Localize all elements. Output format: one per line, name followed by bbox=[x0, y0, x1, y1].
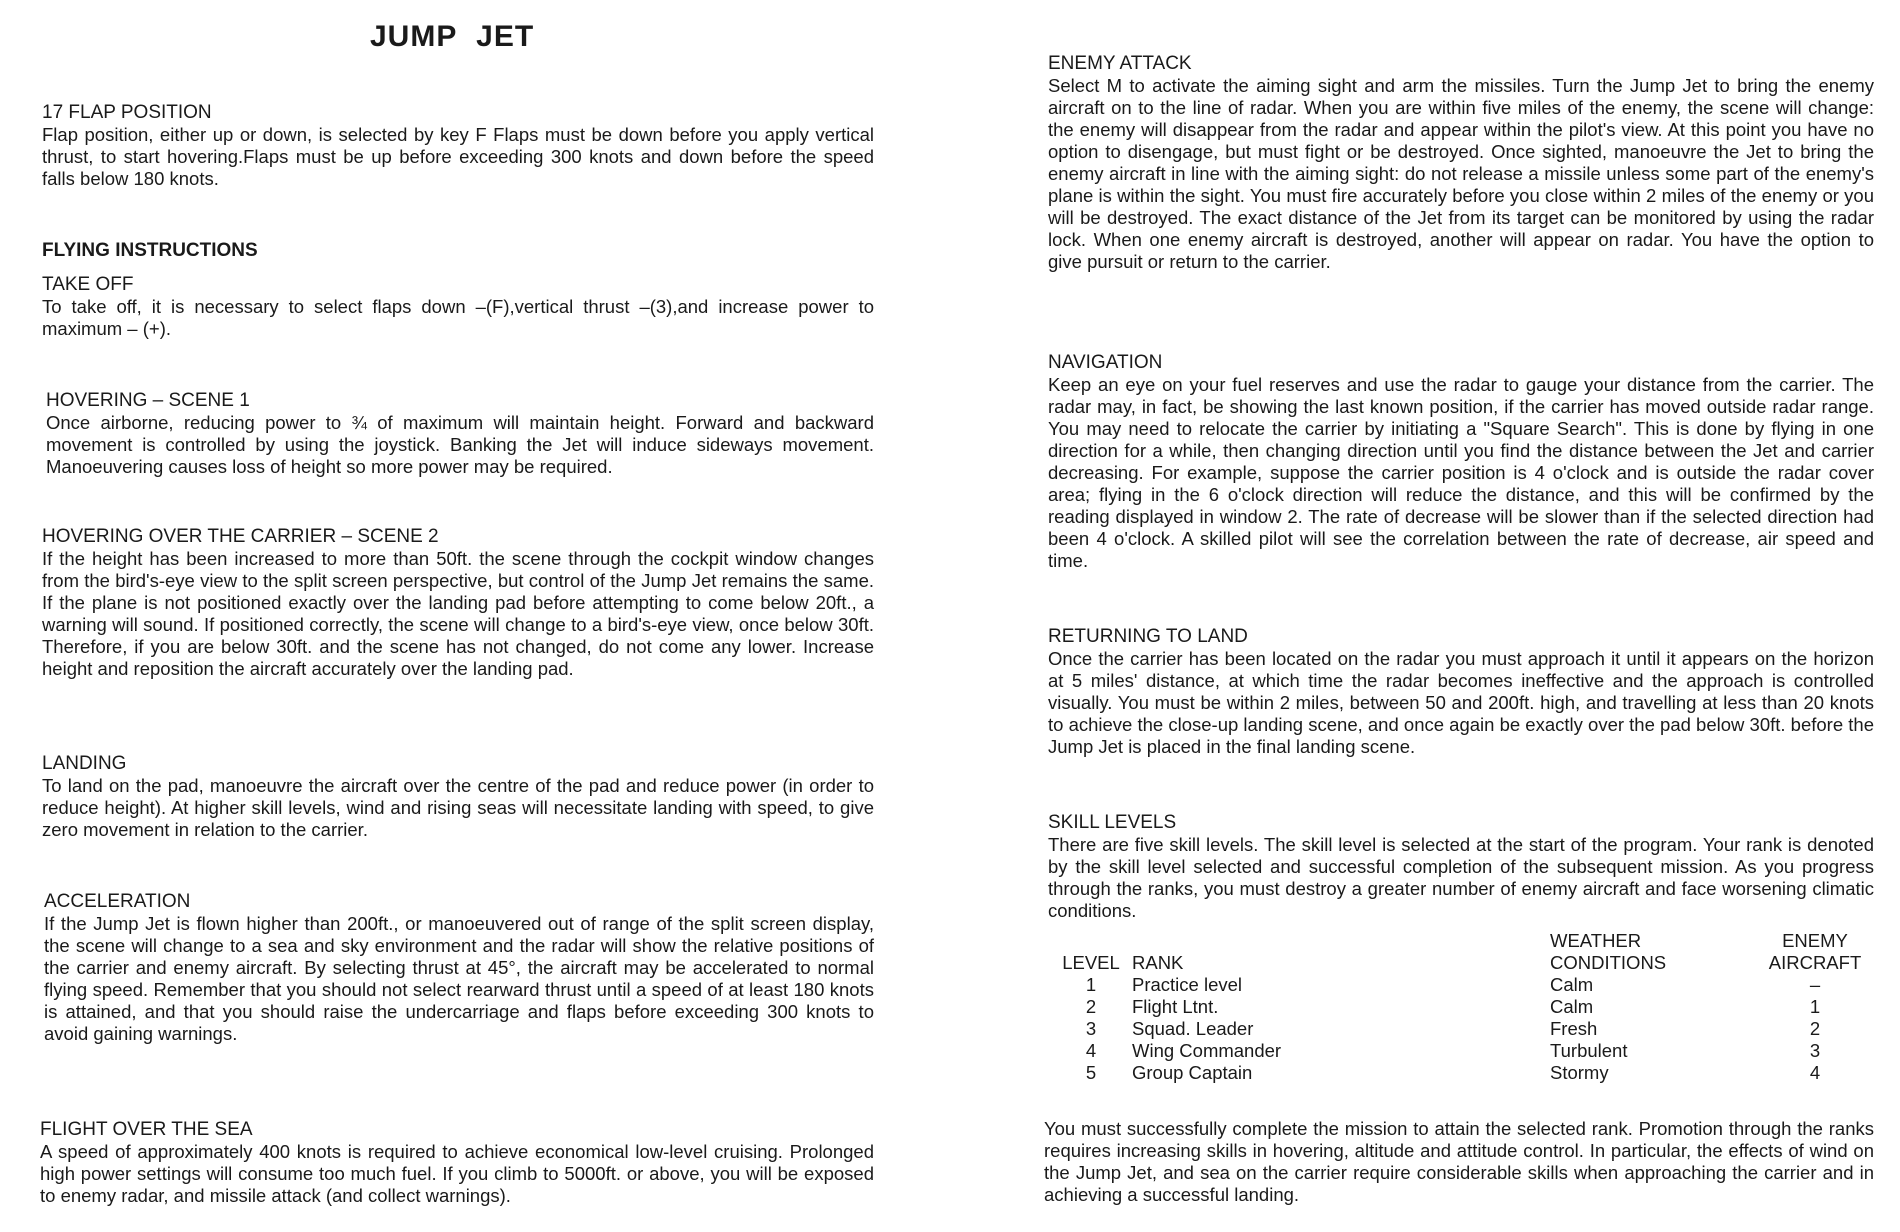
landing-section bbox=[42, 753, 874, 841]
flap-position-section bbox=[42, 102, 874, 190]
returning-to-land-heading: RETURNING TO LAND bbox=[1048, 626, 1248, 647]
flap-position-body: Flap position, either up or down, is selected by key F Flaps must be down before you apply vertical thrust, to start hovering.Flaps must be up before exceeding 300 knots and down before the speed falls below 180 knots. bbox=[42, 124, 874, 189]
table-row bbox=[1050, 1040, 1870, 1062]
level-cell: 4 bbox=[1085, 1040, 1097, 1061]
weather-cell: Calm bbox=[1550, 974, 1594, 995]
weather-column-header: WEATHER CONDITIONS bbox=[1550, 930, 1667, 973]
flap-position-heading: 17 FLAP POSITION bbox=[42, 102, 212, 123]
enemy-cell: – bbox=[1809, 974, 1821, 995]
weather-cell: Turbulent bbox=[1550, 1040, 1628, 1061]
flight-over-sea-section bbox=[40, 1119, 874, 1207]
level-cell: 1 bbox=[1085, 974, 1097, 995]
landing-body: To land on the pad, manoeuvre the aircraft over the centre of the pad and reduce power (in order to reduce height). At higher skill levels, wind and rising seas will necessitate landing with speed, to give zero movement in relation to the carrier. bbox=[42, 775, 874, 840]
skill-levels-heading: SKILL LEVELS bbox=[1048, 812, 1177, 833]
take-off-section bbox=[42, 274, 874, 340]
rank-cell: Practice level bbox=[1132, 974, 1243, 995]
enemy-cell: 1 bbox=[1809, 996, 1821, 1017]
closing-section bbox=[1044, 1118, 1874, 1206]
table-row bbox=[1050, 1018, 1870, 1040]
level-cell: 5 bbox=[1085, 1062, 1097, 1083]
left-page bbox=[0, 0, 900, 1232]
weather-cell: Stormy bbox=[1550, 1062, 1609, 1083]
hovering-scene1-section bbox=[46, 390, 874, 478]
flying-instructions-heading: FLYING INSTRUCTIONS bbox=[42, 240, 258, 261]
table-row bbox=[1050, 1062, 1870, 1084]
right-page bbox=[1040, 0, 1900, 1232]
rank-cell: Squad. Leader bbox=[1132, 1018, 1254, 1039]
enemy-cell: 3 bbox=[1809, 1040, 1821, 1061]
hovering-scene2-heading: HOVERING OVER THE CARRIER – SCENE 2 bbox=[42, 526, 439, 547]
acceleration-heading: ACCELERATION bbox=[44, 891, 191, 912]
take-off-heading: TAKE OFF bbox=[42, 274, 134, 295]
navigation-body: Keep an eye on your fuel reserves and use the radar to gauge your distance from the carrier. The radar may, in fact, be showing the last known position, if the carrier has moved outside radar range. You may need to relocate the carrier by initiating a "Square Search". This is done by flying in one direction for a while, then changing direction until you find the distance between the Jet and carrier decreasing. For example, suppose the carrier position is 4 o'clock and is outside the radar cover area; flying in the 6 o'clock direction will reduce the distance, and this will be confirmed by the reading displayed in window 2. The rate of decrease will be slower than if the selected direction had been 4 o'clock. A skilled pilot will see the correlation between the rate of decrease, air speed and time. bbox=[1048, 374, 1874, 571]
rank-cell: Flight Ltnt. bbox=[1132, 996, 1219, 1017]
enemy-cell: 4 bbox=[1809, 1062, 1821, 1083]
rank-cell: Wing Commander bbox=[1132, 1040, 1282, 1061]
closing-body: You must successfully complete the mission to attain the selected rank. Promotion through the ranks requires increasing skills in hovering, altitude and attitude control. In particular, the effects of wind on the Jump Jet, and sea on the carrier require considerable skills when approaching the carrier and in achieving a successful landing. bbox=[1044, 1118, 1874, 1205]
skill-levels-table bbox=[1050, 930, 1870, 1084]
table-row bbox=[1050, 974, 1870, 996]
enemy-attack-heading: ENEMY ATTACK bbox=[1048, 53, 1192, 74]
skill-levels-section bbox=[1048, 812, 1874, 922]
level-cell: 3 bbox=[1085, 1018, 1097, 1039]
navigation-section bbox=[1048, 352, 1874, 572]
table-row bbox=[1050, 996, 1870, 1018]
flight-over-sea-body: A speed of approximately 400 knots is required to achieve economical low-level cruising. Prolonged high power settings will consume too much fuel. If you climb to 5000ft. or above, you will be exposed to enemy radar, and missile attack (and collect warnings). bbox=[40, 1141, 874, 1206]
acceleration-body: If the Jump Jet is flown higher than 200ft., or manoeuvered out of range of the split screen display, the scene will change to a sea and sky environment and the radar will show the relative positions of the carrier and enemy aircraft. By selecting thrust at 45°, the aircraft may be accelerated to normal flying speed. Remember that you should not select rearward thrust until a speed of at least 180 knots is attained, and that you should raise the undercarriage and flaps before exceeding 300 knots to avoid gaining warnings. bbox=[44, 913, 874, 1044]
weather-cell: Fresh bbox=[1550, 1018, 1598, 1039]
level-column-header: LEVEL bbox=[1062, 952, 1120, 973]
take-off-body: To take off, it is necessary to select flaps down –(F),vertical thrust –(3),and increase power to maximum – (+). bbox=[42, 296, 874, 339]
rank-cell: Group Captain bbox=[1132, 1062, 1253, 1083]
hovering-scene1-body: Once airborne, reducing power to ¾ of maximum will maintain height. Forward and backward movement is controlled by using the joystick. Banking the Jet will induce sideways movement. Manoeuvering causes loss of height so more power may be required. bbox=[46, 412, 874, 477]
enemy-attack-body: Select M to activate the aiming sight and arm the missiles. Turn the Jump Jet to bring the enemy aircraft on to the line of radar. When you are within five miles of the enemy, the scene will change: the enemy will disappear from the radar and appear within the pilot's view. At this point you have no option to disengage, but must fight or be destroyed. Once sighted, manoeuvre the Jet to bring the enemy aircraft in line with the aiming sight: do not release a missile unless some part of the enemy's plane is within the sight. You must fire accurately before you close within 2 miles of the enemy or you will be destroyed. The exact distance of the Jet from its target can be monitored by using the radar lock. When one enemy aircraft is destroyed, another will appear on radar. You have the option to give pursuit or return to the carrier. bbox=[1048, 75, 1874, 272]
page-title: JUMP JET bbox=[370, 20, 535, 53]
hovering-scene2-section bbox=[42, 526, 874, 680]
hovering-scene2-body: If the height has been increased to more than 50ft. the scene through the cockpit window changes from the bird's-eye view to the split screen perspective, but control of the Jump Jet remains the same. If the plane is not positioned exactly over the landing pad before attempting to come below 20ft., a warning will sound. If positioned correctly, the scene will change to a bird's-eye view, once below 30ft. Therefore, if you are below 30ft. and the scene has not changed, do not come any lower. Increase height and reposition the aircraft accurately over the landing pad. bbox=[42, 548, 874, 679]
returning-to-land-body: Once the carrier has been located on the radar you must approach it until it appears on the horizon at 5 miles' distance, at which time the radar becomes ineffective and the approach is controlled visually. You must be within 2 miles, between 50 and 200ft. high, and travelling at less than 20 knots to achieve the close-up landing scene, and once again be exactly over the pad below 30ft. before the Jump Jet is placed in the final landing scene. bbox=[1048, 648, 1874, 757]
skill-levels-body: There are five skill levels. The skill level is selected at the start of the program. Your rank is denoted by the skill level selected and successful completion of the subsequent mission. As you progress through the ranks, you must destroy a greater number of enemy aircraft and face worsening climatic conditions. bbox=[1048, 834, 1874, 921]
level-cell: 2 bbox=[1085, 996, 1097, 1017]
enemy-column-header: ENEMY AIRCRAFT bbox=[1768, 930, 1862, 973]
landing-heading: LANDING bbox=[42, 753, 127, 774]
enemy-cell: 2 bbox=[1809, 1018, 1821, 1039]
hovering-scene1-heading: HOVERING – SCENE 1 bbox=[46, 390, 250, 411]
skill-table-header-row bbox=[1050, 930, 1870, 974]
weather-cell: Calm bbox=[1550, 996, 1594, 1017]
flying-instructions-section bbox=[42, 240, 874, 262]
returning-to-land-section bbox=[1048, 626, 1874, 758]
navigation-heading: NAVIGATION bbox=[1048, 352, 1163, 373]
rank-column-header: RANK bbox=[1132, 952, 1184, 973]
acceleration-section bbox=[44, 891, 874, 1045]
enemy-attack-section bbox=[1048, 53, 1874, 273]
flight-over-sea-heading: FLIGHT OVER THE SEA bbox=[40, 1119, 253, 1140]
